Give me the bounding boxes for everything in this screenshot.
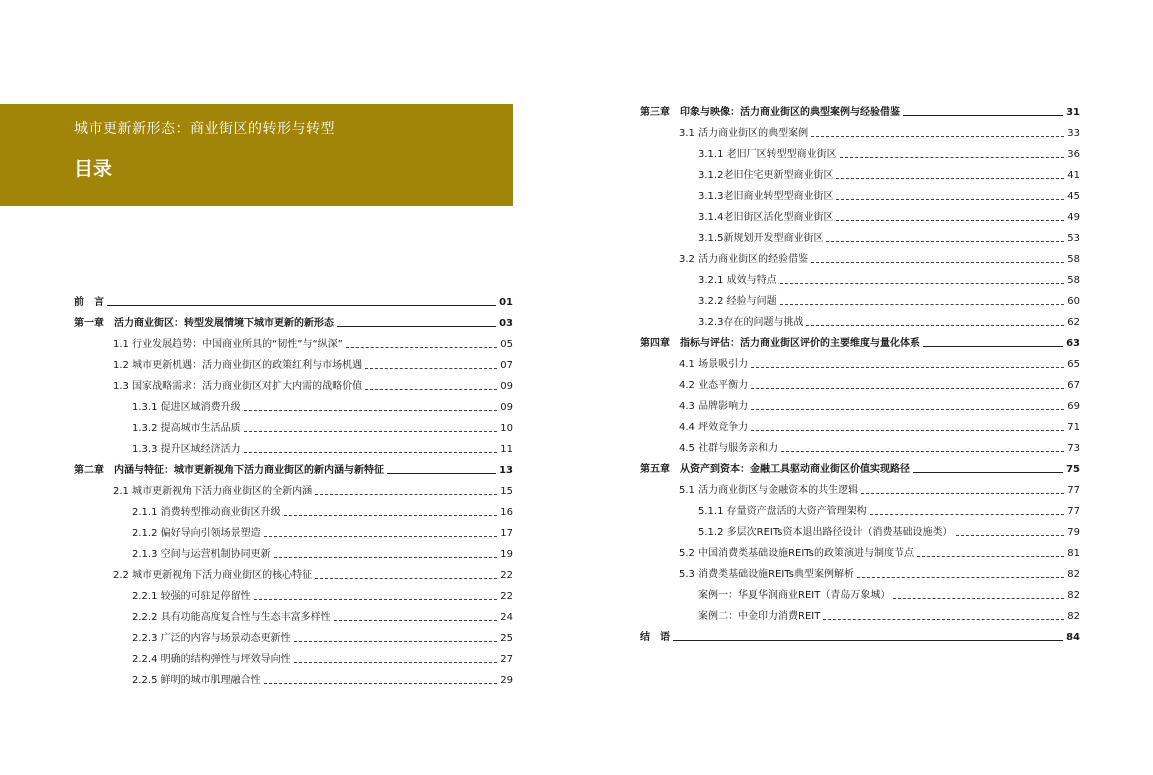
toc-entry-title: 2.2.3 广泛的内容与场景动态更新性 [132, 633, 291, 644]
toc-entry-title: 2.1.1 消费转型推动商业街区升级 [132, 507, 281, 518]
toc-entry[interactable] [640, 248, 1080, 269]
dot-leader [780, 304, 1065, 305]
toc-entry[interactable] [74, 480, 513, 501]
toc-page-number: 16 [500, 507, 513, 518]
title-banner [0, 104, 513, 206]
dot-leader [294, 641, 498, 642]
toc-entry[interactable] [640, 227, 1080, 248]
dot-leader [840, 157, 1065, 158]
dot-leader [811, 262, 1064, 263]
report-subtitle: 城市更新新形态：商业街区的转形与转型 [74, 121, 335, 137]
toc-entry-title: 2.2.5 鲜明的城市肌理融合性 [132, 675, 261, 686]
toc-entry-title: 第三章 印象与映像：活力商业街区的典型案例与经验借鉴 [640, 107, 900, 118]
toc-entry-title: 1.1 行业发展趋势：中国商业所具的“韧性”与“纵深” [113, 339, 343, 350]
dot-leader [857, 577, 1064, 578]
dot-leader [244, 452, 498, 453]
dot-leader [315, 578, 497, 579]
dot-leader [836, 220, 1064, 221]
toc-entry[interactable] [74, 375, 513, 396]
toc-page-number: 24 [500, 612, 513, 623]
toc-entry[interactable] [640, 563, 1080, 584]
toc-page-number: 36 [1067, 149, 1080, 160]
toc-page-number: 11 [500, 444, 513, 455]
toc-entry-title: 2.2 城市更新视角下活力商业街区的核心特征 [113, 570, 313, 581]
toc-entry-title: 1.2 城市更新机遇：活力商业街区的政策红利与市场机遇 [113, 360, 363, 371]
toc-page-number: 82 [1067, 611, 1080, 622]
toc-entry-title: 前 言 [74, 297, 104, 308]
toc-entry[interactable] [640, 437, 1080, 458]
toc-entry-title: 结 语 [640, 632, 670, 643]
dot-leader [673, 640, 1063, 641]
toc-entry-title: 2.2.4 明确的结构弹性与坪效导向性 [132, 654, 291, 665]
toc-page-number: 82 [1067, 590, 1080, 601]
toc-page-number: 09 [500, 381, 513, 392]
toc-entry[interactable] [640, 500, 1080, 521]
toc-entry[interactable] [640, 584, 1080, 605]
dot-leader [836, 178, 1064, 179]
toc-entry[interactable] [74, 585, 513, 606]
toc-entry-title: 5.1.2 多层次REITs资本退出路径设计（消费基础设施类） [698, 527, 953, 538]
dot-leader [387, 473, 496, 474]
toc-page-number: 84 [1066, 632, 1080, 643]
toc-entry[interactable] [74, 396, 513, 417]
dot-leader [806, 325, 1064, 326]
toc-entry[interactable] [640, 290, 1080, 311]
toc-entry-title: 1.3.3 提升区域经济活力 [132, 444, 241, 455]
dot-leader [244, 431, 498, 432]
toc-entry[interactable] [640, 395, 1080, 416]
toc-entry[interactable] [74, 291, 513, 312]
toc-entry[interactable] [640, 332, 1080, 353]
dot-leader [917, 556, 1064, 557]
dot-leader [861, 493, 1064, 494]
toc-entry[interactable] [74, 417, 513, 438]
dot-leader [870, 514, 1065, 515]
toc-entry-title: 4.1 场景吸引力 [679, 359, 749, 370]
toc-page-number: 22 [500, 591, 513, 602]
toc-page-number: 49 [1067, 212, 1080, 223]
toc-entry[interactable] [74, 501, 513, 522]
toc-page-number: 58 [1067, 254, 1080, 265]
toc-entry[interactable] [640, 311, 1080, 332]
toc-entry-title: 2.2.2 具有功能高度复合性与生态丰富多样性 [132, 612, 331, 623]
toc-page-number: 27 [500, 654, 513, 665]
toc-page-number: 77 [1067, 506, 1080, 517]
dot-leader [903, 115, 1063, 116]
toc-page-number: 79 [1067, 527, 1080, 538]
page-title: 目录 [74, 158, 113, 180]
toc-entry[interactable] [640, 458, 1080, 479]
toc-entry-title: 5.3 消费类基础设施REITs典型案例解析 [679, 569, 854, 580]
toc-entry[interactable] [74, 564, 513, 585]
toc-entry[interactable] [74, 333, 513, 354]
dot-leader [284, 515, 498, 516]
toc-entry-title: 2.2.1 较强的可驻足停留性 [132, 591, 251, 602]
toc-page-number: 22 [500, 570, 513, 581]
toc-right-column [640, 101, 1080, 647]
dot-leader [826, 241, 1064, 242]
toc-page-number: 75 [1066, 464, 1080, 475]
toc-entry-title: 3.1.2老旧住宅更新型商业街区 [698, 170, 834, 181]
toc-entry-title: 3.2.2 经验与问题 [698, 296, 777, 307]
dot-leader [781, 451, 1064, 452]
dot-leader [244, 410, 498, 411]
toc-entry[interactable] [640, 353, 1080, 374]
dot-leader [751, 409, 1064, 410]
toc-page-number: 19 [500, 549, 513, 560]
dot-leader [836, 199, 1064, 200]
toc-entry[interactable] [74, 354, 513, 375]
toc-entry-title: 3.1.5新规划开发型商业街区 [698, 233, 824, 244]
toc-page-number: 15 [500, 486, 513, 497]
toc-page-number: 13 [499, 465, 513, 476]
toc-entry[interactable] [74, 459, 513, 480]
toc-entry[interactable] [74, 627, 513, 648]
toc-page-number: 31 [1066, 107, 1080, 118]
toc-page-number: 77 [1067, 485, 1080, 496]
toc-page-number: 73 [1067, 443, 1080, 454]
toc-page-number: 01 [499, 297, 513, 308]
toc-entry[interactable] [640, 143, 1080, 164]
toc-entry[interactable] [74, 312, 513, 333]
toc-entry[interactable] [640, 185, 1080, 206]
toc-page-number: 62 [1067, 317, 1080, 328]
toc-page-number: 65 [1067, 359, 1080, 370]
toc-entry-title: 3.2.1 成效与特点 [698, 275, 777, 286]
toc-page-number: 45 [1067, 191, 1080, 202]
dot-leader [346, 347, 497, 348]
toc-page-number: 03 [499, 318, 513, 329]
toc-page-number: 58 [1067, 275, 1080, 286]
toc-entry[interactable] [640, 605, 1080, 626]
toc-entry-title: 案例二：中金印力消费REIT [698, 611, 821, 622]
dot-leader [923, 346, 1063, 347]
toc-entry-title: 4.4 坪效竞争力 [679, 422, 749, 433]
toc-page-number: 09 [500, 402, 513, 413]
toc-page-number: 29 [500, 675, 513, 686]
toc-entry-title: 1.3 国家战略需求：活力商业街区对扩大内需的战略价值 [113, 381, 363, 392]
toc-page-number: 33 [1067, 128, 1080, 139]
toc-page-number: 69 [1067, 401, 1080, 412]
toc-entry-title: 5.1.1 存量资产盘活的大资产管理架构 [698, 506, 867, 517]
toc-entry[interactable] [640, 164, 1080, 185]
dot-leader [294, 662, 498, 663]
toc-entry[interactable] [640, 374, 1080, 395]
toc-entry-title: 3.2.3存在的问题与挑战 [698, 317, 804, 328]
toc-entry[interactable] [640, 542, 1080, 563]
dot-leader [956, 535, 1065, 536]
toc-entry[interactable] [74, 606, 513, 627]
toc-entry[interactable] [640, 206, 1080, 227]
toc-entry-title: 3.1.4老旧街区活化型商业街区 [698, 212, 834, 223]
toc-entry-title: 4.2 业态平衡力 [679, 380, 749, 391]
toc-left-column [74, 291, 513, 690]
toc-entry-title: 4.5 社群与服务亲和力 [679, 443, 779, 454]
dot-leader [751, 388, 1064, 389]
toc-page-number: 25 [500, 633, 513, 644]
toc-page-number: 60 [1067, 296, 1080, 307]
toc-page-number: 71 [1067, 422, 1080, 433]
toc-entry[interactable] [74, 648, 513, 669]
toc-page-number: 10 [500, 423, 513, 434]
toc-page-number: 81 [1067, 548, 1080, 559]
dot-leader [254, 599, 498, 600]
toc-entry[interactable] [640, 479, 1080, 500]
toc-entry-title: 2.1.2 偏好导向引领场景塑造 [132, 528, 261, 539]
toc-entry[interactable] [640, 122, 1080, 143]
toc-entry-title: 3.1 活力商业街区的典型案例 [679, 128, 809, 139]
dot-leader [107, 305, 496, 306]
toc-entry[interactable] [640, 269, 1080, 290]
toc-entry-title: 2.1 城市更新视角下活力商业街区的全新内涵 [113, 486, 313, 497]
toc-entry-title: 3.1.3老旧商业转型型商业街区 [698, 191, 834, 202]
dot-leader [334, 620, 498, 621]
toc-entry-title: 第五章 从资产到资本：金融工具驱动商业街区价值实现路径 [640, 464, 910, 475]
dot-leader [274, 557, 498, 558]
toc-entry-title: 2.1.3 空间与运营机制协同更新 [132, 549, 271, 560]
toc-entry-title: 3.2 活力商业街区的经验借鉴 [679, 254, 809, 265]
toc-entry[interactable] [640, 416, 1080, 437]
toc-entry-title: 第一章 活力商业街区：转型发展情境下城市更新的新形态 [74, 318, 334, 329]
toc-page-number: 67 [1067, 380, 1080, 391]
dot-leader [751, 367, 1064, 368]
toc-page-number: 41 [1067, 170, 1080, 181]
toc-page-number: 82 [1067, 569, 1080, 580]
dot-leader [264, 683, 498, 684]
toc-entry[interactable] [74, 543, 513, 564]
toc-page-number: 05 [500, 339, 513, 350]
toc-entry[interactable] [640, 101, 1080, 122]
toc-entry-title: 案例一：华夏华润商业REIT（青岛万象城） [698, 590, 891, 601]
dot-leader [913, 472, 1063, 473]
dot-leader [893, 598, 1064, 599]
toc-entry-title: 1.3.1 促进区域消费升级 [132, 402, 241, 413]
dot-leader [751, 430, 1064, 431]
toc-entry-title: 1.3.2 提高城市生活品质 [132, 423, 241, 434]
dot-leader [365, 389, 497, 390]
toc-entry[interactable] [74, 669, 513, 690]
toc-entry-title: 4.3 品牌影响力 [679, 401, 749, 412]
toc-entry[interactable] [640, 521, 1080, 542]
toc-entry-title: 第四章 指标与评估：活力商业街区评价的主要维度与量化体系 [640, 338, 920, 349]
toc-entry-title: 3.1.1 老旧厂区转型型商业街区 [698, 149, 837, 160]
dot-leader [264, 536, 498, 537]
toc-entry-title: 5.1 活力商业街区与金融资本的共生逻辑 [679, 485, 859, 496]
dot-leader [337, 326, 496, 327]
dot-leader [315, 494, 497, 495]
toc-page-number: 17 [500, 528, 513, 539]
toc-entry-title: 第二章 内涵与特征：城市更新视角下活力商业街区的新内涵与新特征 [74, 465, 384, 476]
toc-entry[interactable] [74, 522, 513, 543]
toc-page-number: 63 [1066, 338, 1080, 349]
dot-leader [823, 619, 1064, 620]
toc-page-number: 53 [1067, 233, 1080, 244]
toc-entry-title: 5.2 中国消费类基础设施REITs的政策演进与制度节点 [679, 548, 914, 559]
dot-leader [780, 283, 1065, 284]
toc-entry[interactable] [640, 626, 1080, 647]
dot-leader [811, 136, 1064, 137]
dot-leader [365, 368, 497, 369]
toc-entry[interactable] [74, 438, 513, 459]
toc-page-number: 07 [500, 360, 513, 371]
